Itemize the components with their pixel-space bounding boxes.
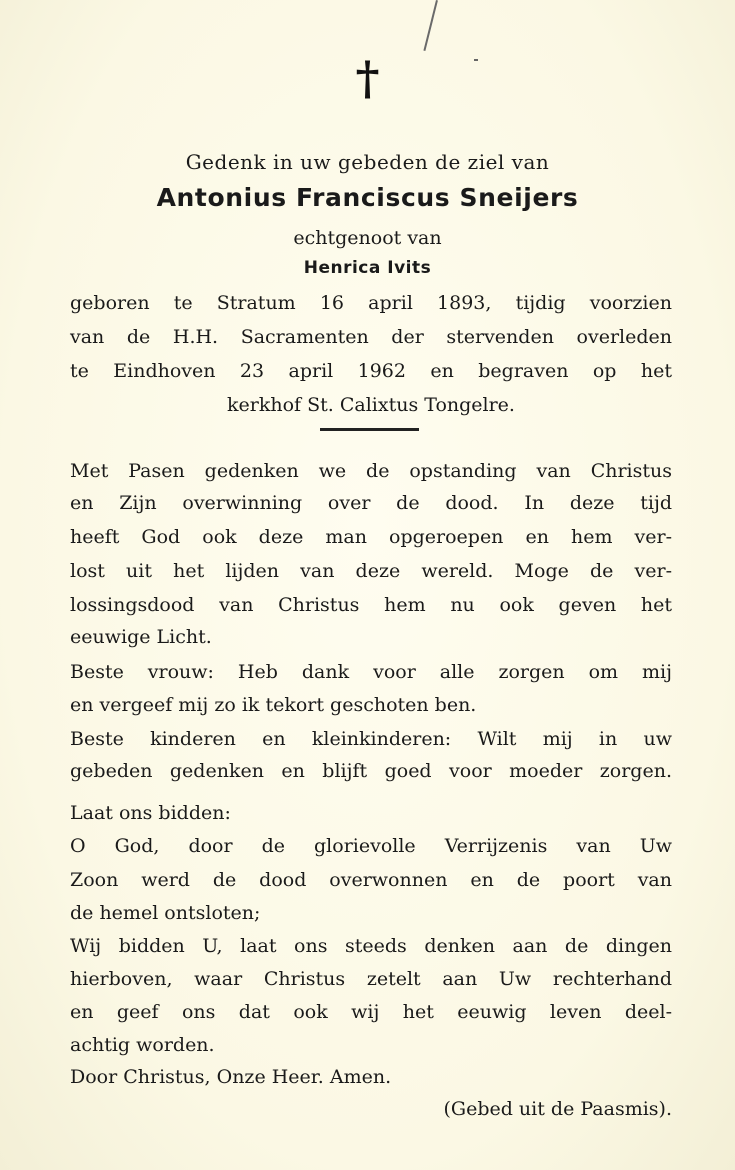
text-line: en Zijn overwinning over de dood. In deze tijd xyxy=(70,492,672,514)
text-line: Beste vrouw: Heb dank voor alle zorgen om mij xyxy=(70,661,672,683)
divider xyxy=(320,428,419,431)
intro-line: Gedenk in uw gebeden de ziel van xyxy=(185,150,550,174)
text-line: lost uit het lijden van deze wereld. Moge de ver- xyxy=(70,560,672,582)
text-line: Wij bidden U, laat ons steeds denken aan de dingen xyxy=(70,935,672,957)
text-line: en vergeef mij zo ik tekort geschoten ben. xyxy=(70,694,477,716)
text-line: achtig worden. xyxy=(70,1034,215,1056)
text-line: en geef ons dat ook wij het eeuwig leven deel- xyxy=(70,1001,672,1023)
text-line: Laat ons bidden: xyxy=(70,802,231,824)
text-line: heeft God ook deze man opgeroepen en hem ver- xyxy=(70,526,672,548)
pen-mark xyxy=(423,0,438,51)
text-line: Met Pasen gedenken we de opstanding van Christus xyxy=(70,460,672,482)
text-line: O God, door de glorievolle Verrijzenis van Uw xyxy=(70,835,672,857)
prayer-source: (Gebed uit de Paasmis). xyxy=(443,1098,672,1120)
deceased-name: Antonius Franciscus Sneijers xyxy=(156,183,579,212)
text-line: lossingsdood van Christus hem nu ook geven het xyxy=(70,594,672,616)
spouse-name: Henrica Ivits xyxy=(303,258,432,278)
bio-line: geboren te Stratum 16 april 1893, tijdig voorzien xyxy=(70,292,672,314)
text-line: de hemel ontsloten; xyxy=(70,902,261,924)
bio-line: kerkhof St. Calixtus Tongelre. xyxy=(227,394,515,416)
bio-line: van de H.H. Sacramenten der stervenden overleden xyxy=(70,326,672,348)
cross-icon: † xyxy=(355,51,380,105)
text-line: Zoon werd de dood overwonnen en de poort van xyxy=(70,869,672,891)
text-line: Door Christus, Onze Heer. Amen. xyxy=(70,1066,392,1088)
bio-line: te Eindhoven 23 april 1962 en begraven op het xyxy=(70,360,672,382)
text-line: Beste kinderen en kleinkinderen: Wilt mij in uw xyxy=(70,728,672,750)
text-line: eeuwige Licht. xyxy=(70,626,212,648)
text-line: hierboven, waar Christus zetelt aan Uw rechterhand xyxy=(70,968,672,990)
spouse-label: echtgenoot van xyxy=(293,227,442,249)
text-line: gebeden gedenken en blijft goed voor moeder zorgen. xyxy=(70,760,672,782)
